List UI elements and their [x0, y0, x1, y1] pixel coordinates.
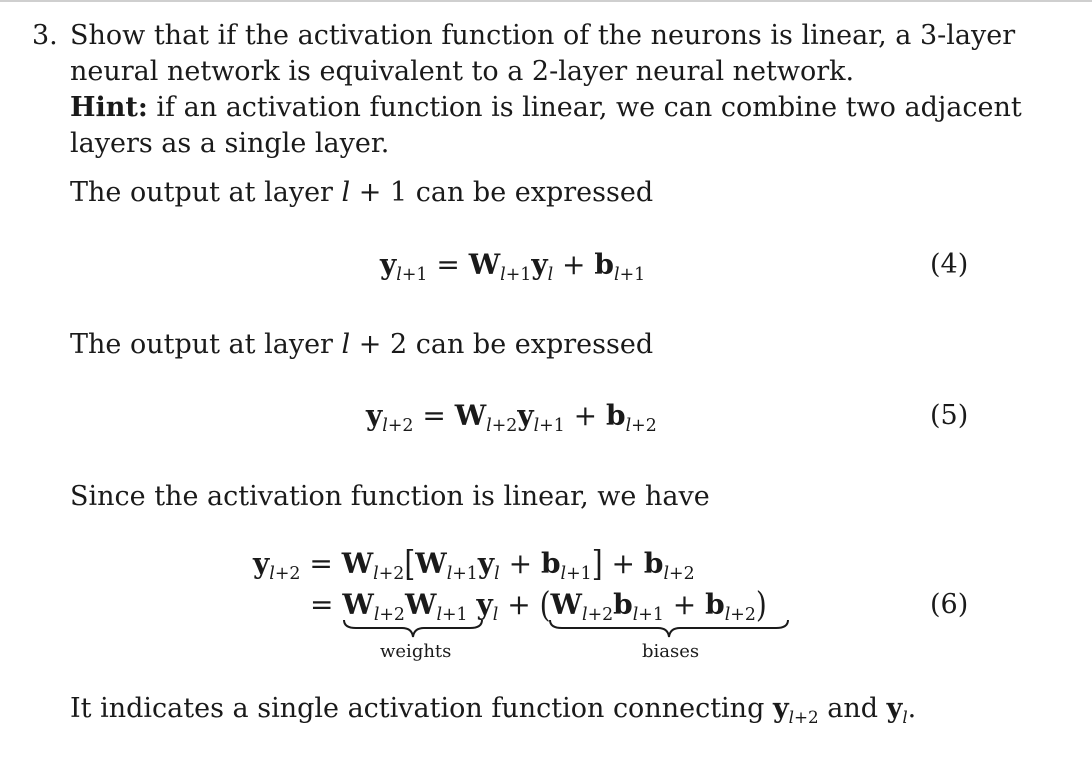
problem-number: 3. — [32, 20, 58, 51]
solution-paragraph-2: The output at layer l + 2 can be expressed — [70, 329, 654, 360]
hint-text-1: if an activation function is linear, we can combine two adjacent — [147, 92, 1022, 123]
solution-conclusion: It indicates a single activation function connecting $y_{l+2}$ and $y_l$. — [70, 693, 917, 727]
equation-6-number: (6) — [930, 589, 969, 620]
hint-line-2: layers as a single layer. — [70, 128, 390, 159]
hint-line-1 — [70, 91, 1022, 125]
equation-5: $y_{l+2} = W_{l+2}y_{l+1} + b_{l+2}$ — [366, 399, 657, 437]
solution-paragraph-3: Since the activation function is linear, we have — [70, 481, 710, 512]
equation-4: $y_{l+1} = W_{l+1}y_l + b_{l+1}$ — [380, 248, 646, 286]
hint-label: Hint: — [70, 92, 148, 123]
equation-4-number: (4) — [930, 249, 969, 280]
solution-paragraph-1: The output at layer l + 1 can be expressed — [70, 177, 654, 208]
problem-statement-line-1: Show that if the activation function of the neurons is linear, a 3-layer — [70, 20, 1016, 51]
weights-underbrace — [342, 618, 484, 640]
problem-statement-line-2: neural network is equivalent to a 2-layer neural network. — [70, 56, 855, 87]
weights-label: weights — [380, 641, 452, 662]
equation-6-line-1: $y_{l+2} = W_{l+2}[W_{l+1}y_l + b_{l+1}] + b_{l+2}$ — [253, 542, 695, 585]
biases-label: biases — [642, 641, 700, 662]
equation-5-number: (5) — [930, 400, 969, 431]
equation-6-line-2: = $W_{l+2}W_{l+1}$ $y_l + (W_{l+2}b_{l+1} + b_{l+2})$ — [310, 583, 767, 626]
biases-underbrace — [548, 618, 790, 640]
